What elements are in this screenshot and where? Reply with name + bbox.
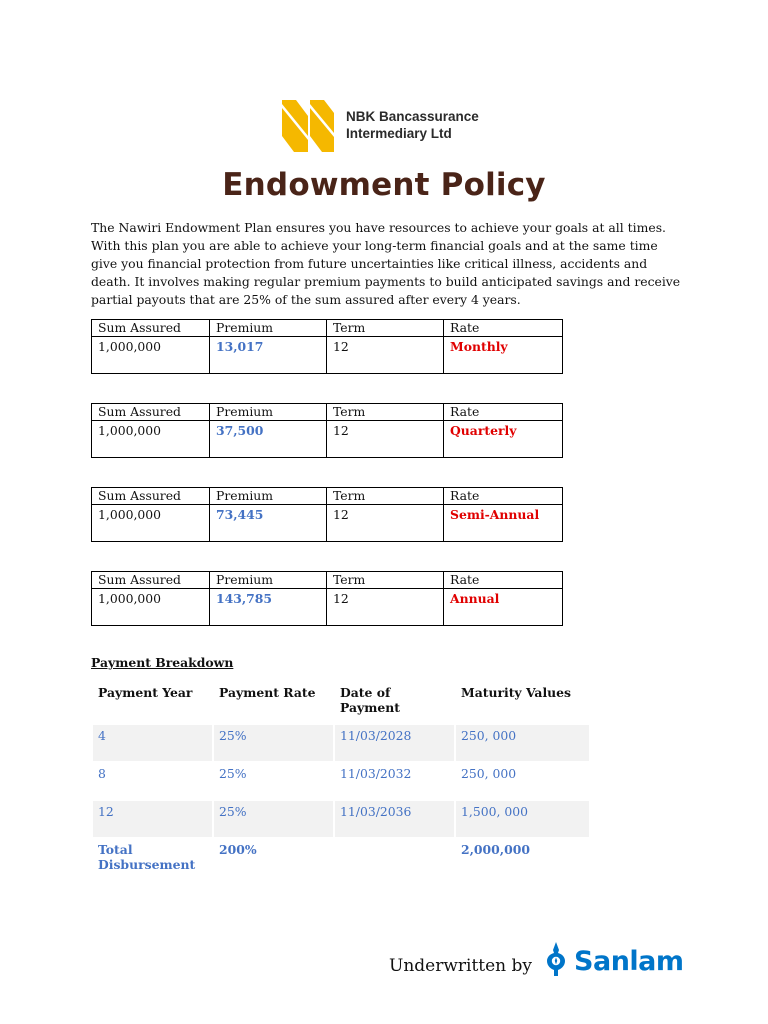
term-value: 12 [327,421,444,458]
policy-table [91,571,563,626]
total-row [93,839,589,882]
sanlam-logo-icon [544,942,568,978]
policy-table [91,403,563,458]
total-maturity: 2,000,000 [461,842,530,857]
term-value: 12 [327,505,444,542]
payment-rate-cell: 25% [214,801,333,837]
payment-year-cell: 4 [93,725,212,761]
rate-value: Monthly [444,337,563,374]
header-premium: Premium [210,404,327,421]
maturity-value-cell: 250, 000 [456,725,589,761]
header-term: Term [327,488,444,505]
nbk-logo-icon [280,96,336,154]
total-label [93,839,212,882]
header-payment-rate: Payment Rate [219,685,316,700]
header-payment-year: Payment Year [98,685,193,700]
header-rate: Rate [444,320,563,337]
sum-assured-value: 1,000,000 [92,505,210,542]
header-premium: Premium [210,488,327,505]
total-label-line2: Disbursement [98,857,196,872]
premium-value: 37,500 [210,421,327,458]
policy-table [91,487,563,542]
term-value: 12 [327,337,444,374]
spacer [93,717,589,723]
maturity-value-cell: 250, 000 [461,766,517,781]
payment-date-cell: 11/03/2036 [335,801,454,837]
term-value: 12 [327,589,444,626]
sum-assured-value: 1,000,000 [92,337,210,374]
total-rate: 200% [219,842,257,857]
header-sum-assured: Sum Assured [92,488,210,505]
header-rate: Rate [444,572,563,589]
payment-breakdown-table [91,680,591,884]
premium-value: 73,445 [210,505,327,542]
header-sum-assured: Sum Assured [92,572,210,589]
footer [389,938,684,978]
rate-value: Annual [444,589,563,626]
underwritten-by-label: Underwritten by [389,956,533,976]
header-term: Term [327,572,444,589]
header-term: Term [327,320,444,337]
table-row [93,725,589,761]
header-rate: Rate [444,404,563,421]
header-rate: Rate [444,488,563,505]
payment-year-cell: 8 [98,766,106,781]
table-row [93,763,589,799]
header-maturity-values: Maturity Values [461,685,572,700]
rate-value: Semi-Annual [444,505,563,542]
header-premium: Premium [210,572,327,589]
page-title: Endowment Policy [222,167,546,203]
company-name-line2: Intermediary Ltd [346,126,452,141]
header-sum-assured: Sum Assured [92,404,210,421]
payment-rate-cell: 25% [214,725,333,761]
header-premium: Premium [210,320,327,337]
payment-date-cell: 11/03/2028 [335,725,454,761]
header-date-of-payment: Date of Payment [340,685,400,715]
payment-breakdown-title: Payment Breakdown [91,655,234,670]
payment-rate-cell: 25% [219,766,247,781]
policy-table [91,319,563,374]
table-row [93,801,589,837]
payment-year-cell: 12 [93,801,212,837]
sum-assured-value: 1,000,000 [92,589,210,626]
sum-assured-value: 1,000,000 [92,421,210,458]
sanlam-wordmark: Sanlam [574,946,684,977]
premium-value: 143,785 [210,589,327,626]
payment-date-cell: 11/03/2032 [340,766,412,781]
company-name-line1: NBK Bancassurance [346,109,479,124]
header [280,96,479,154]
total-label-line1: Total [98,842,133,857]
header-sum-assured: Sum Assured [92,320,210,337]
intro-paragraph: The Nawiri Endowment Plan ensures you have resources to achieve your goals at all times. With this plan you are able to achieve your long-term financial goals and at the same time give you financial protection from future uncertainties like critical illness, accidents and death. It involves making regular premium payments to build anticipated savings and receive partial payouts that are 25% of the sum assured after every 4 years. [91,220,681,307]
company-name [346,108,479,142]
premium-value: 13,017 [210,337,327,374]
maturity-value-cell: 1,500, 000 [456,801,589,837]
total-date [335,839,454,882]
rate-value: Quarterly [444,421,563,458]
header-term: Term [327,404,444,421]
